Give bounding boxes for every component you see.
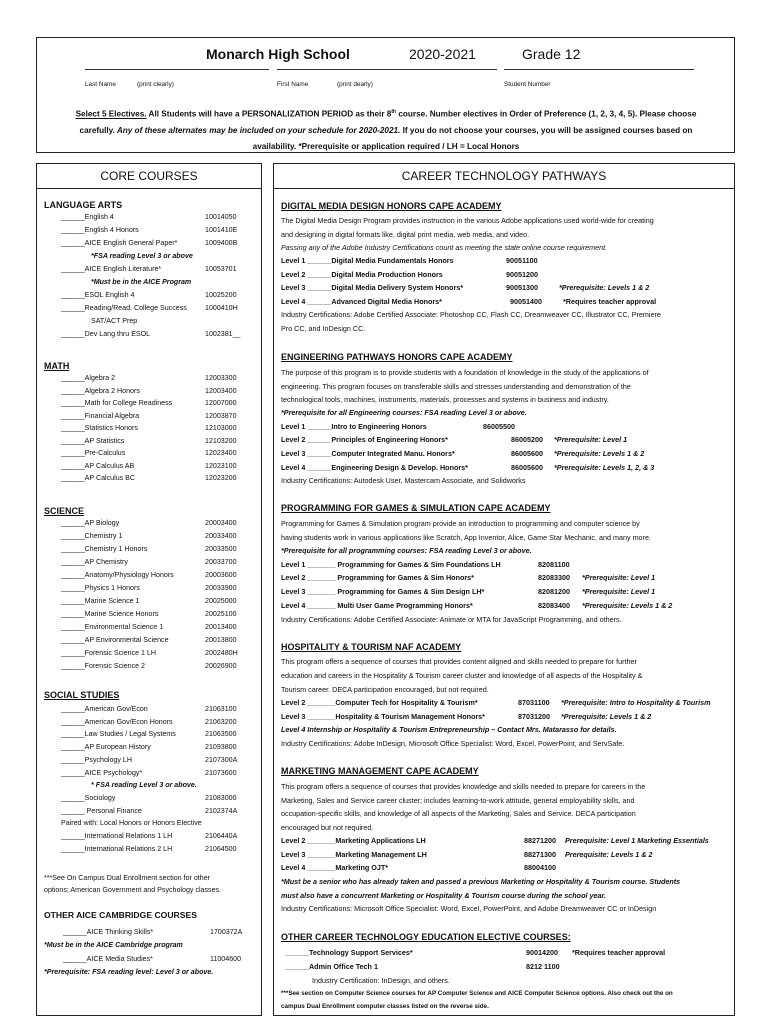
course-item[interactable]: ______Forensic Science 1 LH (61, 649, 157, 657)
print-dearly-label: (print dearly) (337, 81, 373, 88)
course-code: 2102374A (205, 806, 238, 815)
aice-prereq: *Prerequisite: FSA reading level: Level 3 or above. (44, 968, 214, 976)
dm-code-2: 90051200 (506, 270, 538, 279)
course-code: 20003400 (205, 519, 237, 527)
ht-prereq-3: *Prerequisite: Levels 1 & 2 (561, 712, 652, 721)
career-tech-title: CAREER TECHNOLOGY PATHWAYS (274, 164, 734, 189)
eng-level-2[interactable]: Level 2 ______Principles of Engineering Honors* (281, 435, 448, 444)
eng-prereq-3: *Prerequisite: Levels 1 & 2 (554, 449, 645, 458)
pg-code-4: 82083400 (538, 601, 570, 610)
course-item[interactable]: ______Environmental Science 1 (61, 623, 164, 631)
course-item[interactable]: ______Marine Science 1 (61, 597, 140, 605)
pg-level-1[interactable]: Level 1 _______ Programming for Games & Sim Foundations LH (281, 560, 501, 569)
aice-thinking-code: 1700372A (210, 928, 243, 936)
course-item[interactable]: ______AP European History (61, 743, 151, 752)
course-code: 12007000 (205, 399, 237, 407)
dm-code-1: 90051100 (506, 256, 538, 265)
pg-level-4[interactable]: Level 4 _______ Multi User Game Programming Honors* (281, 601, 473, 610)
eng-code-3: 86005600 (511, 449, 543, 458)
language-arts-heading: LANGUAGE ARTS (44, 200, 123, 210)
course-item[interactable]: ______Dev Lang thru ESOL (61, 330, 151, 338)
mm-level-3[interactable]: Level 3 _______Marketing Management LH (281, 850, 427, 859)
tech-support-code: 90014200 (526, 948, 558, 957)
ht-desc-1: This program offers a sequence of courses that provides content aligned and skills needed to prepare for further (281, 657, 637, 666)
eng-desc-4: *Prerequisite for all Engineering courses: FSA reading Level 3 or above. (281, 408, 527, 417)
pg-prereq-2: *Prerequisite: Level 1 (582, 573, 656, 582)
course-item[interactable]: ______AP Calculus AB (61, 461, 135, 470)
course-code: 21064500 (205, 844, 237, 853)
course-code: 20033500 (205, 545, 237, 553)
mm-level-4[interactable]: Level 4 _______Marketing OJT* (281, 863, 389, 872)
course-item[interactable]: ______AP Calculus BC (61, 474, 136, 482)
course-code: 20033400 (205, 532, 237, 540)
school-name: Monarch High School (206, 46, 350, 62)
course-note: *Must be in the AICE Program (91, 278, 192, 286)
pg-code-1: 82081100 (538, 560, 570, 569)
course-code: 20013800 (205, 636, 237, 644)
cs-note-2: campus Dual Enrollment computer classes listed on the reverse side. (281, 1003, 489, 1010)
eng-prereq-4: *Prerequisite: Levels 1, 2, & 3 (554, 463, 655, 472)
aice-note: *Must be in the AICE Cambridge program (44, 941, 183, 949)
core-courses-box (36, 163, 262, 1016)
ht-prereq-2: *Prerequisite: Intro to Hospitality & Tourism (561, 698, 711, 707)
course-code: 12023400 (205, 449, 237, 457)
pg-desc-2: having students work in various applications like Scratch, App Inventor, Alice, Game Star Mechanic, and many more. (281, 533, 651, 542)
first-name-label: First Name (277, 81, 309, 88)
student-number-line[interactable] (504, 69, 694, 70)
programming-heading: PROGRAMMING FOR GAMES & SIMULATION CAPE ACADEMY (281, 503, 551, 513)
course-item[interactable]: ______AP Environmental Science (61, 636, 169, 644)
course-item[interactable]: ______Math for College Readiness (61, 399, 173, 407)
course-code: 10014050 (205, 213, 237, 221)
dm-level-3[interactable]: Level 3 ______Digital Media Delivery System Honors* (281, 283, 464, 292)
dm-desc-3: Passing any of the Adobe Industry Certifications count as meeting the state online course requirement. (281, 243, 608, 252)
aice-media-studies[interactable]: ______AICE Media Studies* (63, 955, 153, 963)
mm-desc-4: encouraged but not required. (281, 823, 374, 832)
course-note: * FSA reading Level 3 or above. (91, 781, 197, 790)
aice-thinking-skills[interactable]: ______AICE Thinking Skills* (63, 928, 154, 936)
course-code: 21073600 (205, 768, 237, 777)
course-item[interactable]: ______Algebra 2 (61, 374, 116, 382)
cs-note-1: ***See section on Computer Science courses for AP Computer Science and AICE Computer Science options. Also check out the on (281, 990, 673, 997)
pg-prereq-4: *Prerequisite: Levels 1 & 2 (582, 601, 673, 610)
dm-desc-2: and designing in digital formats like, digital print media, web media, and video. (281, 230, 530, 239)
print-clearly-label: (print clearly) (137, 81, 174, 88)
ht-desc-2: education and careers in the Hospitality & Tourism career cluster and knowledge of all aspects of the Hospitality & (281, 671, 643, 680)
eng-level-1[interactable]: Level 1 ______Intro to Engineering Honors (281, 422, 427, 431)
course-note: *FSA reading Level 3 or above (91, 252, 193, 260)
course-code: 10025200 (205, 291, 237, 299)
course-item[interactable]: ______AICE English Literature* (61, 265, 162, 273)
dual-note-1: ***See On Campus Dual Enrollment section for other (44, 874, 210, 882)
course-item[interactable]: ______Chemistry 1 (61, 532, 123, 540)
course-code: 12003870 (205, 411, 237, 420)
career-tech-box (273, 163, 735, 1016)
tech-support-note: *Requires teacher approval (572, 948, 666, 957)
course-item[interactable]: ______AICE Psychology* (61, 768, 143, 777)
pg-prereq-3: *Prerequisite: Level 1 (582, 587, 656, 596)
mm-code-4: 88004100 (524, 863, 556, 872)
course-code: 20003600 (205, 571, 237, 579)
course-code: 1000410H (205, 304, 238, 312)
course-item[interactable]: ______Psychology LH (61, 755, 132, 764)
course-item[interactable]: ______American Gov/Econ Honors (61, 717, 173, 726)
course-item[interactable]: ______International Relations 2 LH (61, 844, 173, 853)
mm-note-2: must also have a concurrent Marketing or Hospitality & Tourism course during the school year. (281, 891, 606, 900)
dm-prereq-4: *Requires teacher approval (563, 297, 657, 306)
admin-office-tech[interactable]: ______Admin Office Tech 1 (285, 962, 378, 971)
dm-code-3: 90051300 (506, 283, 538, 292)
course-item[interactable]: ______American Gov/Econ (61, 705, 148, 713)
grade: Grade 12 (522, 46, 581, 62)
course-item[interactable]: ______Reading/Read. College Success (61, 304, 187, 312)
ht-desc-3: Tourism career. DECA participation encouraged, but not required. (281, 685, 489, 694)
course-code: 1009400B (205, 239, 238, 247)
course-code: 12003300 (205, 374, 237, 382)
course-item[interactable]: ______Algebra 2 Honors (61, 386, 140, 395)
mm-level-2[interactable]: Level 2 _______Marketing Applications LH (281, 836, 426, 845)
course-item[interactable]: ______English 4 (61, 213, 114, 221)
eng-code-4: 86005600 (511, 463, 543, 472)
eng-code-2: 86005200 (511, 435, 543, 444)
course-item[interactable]: ______Forensic Science 2 (61, 662, 145, 670)
social-studies-heading: SOCIAL STUDIES (44, 690, 120, 700)
eng-level-4[interactable]: Level 4 ______Engineering Design & Develop. Honors* (281, 463, 468, 472)
other-electives-heading: OTHER CAREER TECHNOLOGY EDUCATION ELECTIVE COURSES: (281, 932, 571, 942)
dm-level-2[interactable]: Level 2 ______Digital Media Production Honors (281, 270, 443, 279)
course-item[interactable]: ______Chemistry 1 Honors (61, 545, 148, 553)
course-item[interactable]: ______Statistics Honors (61, 424, 138, 432)
school-year: 2020-2021 (409, 46, 476, 62)
course-code: 21063200 (205, 717, 237, 726)
pg-code-2: 82083300 (538, 573, 570, 582)
course-code: 12023200 (205, 474, 237, 482)
pg-cert: Industry Certifications: Adobe Certified Associate: Animate or MTA for JavaScript Programming, and others. (281, 615, 622, 624)
pg-desc-1: Programming for Games & Simulation program provide an introduction to programming and computer science by (281, 519, 640, 528)
course-item[interactable]: ______Anatomy/Physiology Honors (61, 571, 174, 579)
science-heading: SCIENCE (44, 506, 85, 516)
mm-desc-3: occupation-specific skills, and knowledge of all aspects of the Marketing, Sales and Service. DECA participation (281, 809, 636, 818)
course-note: Paired with: Local Honors or Honors Elective (61, 819, 202, 828)
pg-desc-3: *Prerequisite for all programming courses: FSA reading Level 3 or above. (281, 546, 532, 555)
admin-office-code: 8212 1100 (526, 962, 560, 971)
ht-code-3: 87031200 (518, 712, 550, 721)
course-code: 12103000 (205, 424, 237, 432)
course-item[interactable]: ______AP Chemistry (61, 558, 128, 566)
course-code: 12023100 (205, 461, 237, 470)
last-name-line[interactable] (85, 69, 269, 70)
course-code: 20033700 (205, 558, 237, 566)
course-code: 2106440A (205, 832, 238, 840)
pg-level-3[interactable]: Level 3 _______ Programming for Games & Sim Design LH* (281, 587, 485, 596)
mm-prereq-3: Prerequisite: Levels 1 & 2 (565, 850, 653, 859)
course-item[interactable]: ______ESOL English 4 (61, 291, 135, 299)
pg-level-2[interactable]: Level 2 _______ Programming for Games & Sim Honors* (281, 573, 474, 582)
course-code: 21083000 (205, 793, 237, 802)
eng-desc-2: engineering. This program focuses on transferable skills and stresses understanding and demonstration of the (281, 382, 631, 391)
course-item[interactable]: ______Sociology (61, 793, 116, 802)
dual-note-2: options; American Government and Psychology classes. (44, 886, 222, 894)
ht-code-2: 87031100 (518, 698, 550, 707)
course-code: 20013400 (205, 623, 237, 631)
course-item[interactable]: ______International Relations 1 LH (61, 832, 173, 840)
course-item[interactable]: ______AICE English General Paper* (61, 239, 178, 247)
course-note: SAT/ACT Prep (91, 317, 138, 325)
last-name-label: Last Name (85, 81, 116, 88)
dm-cert-1: Industry Certifications: Adobe Certified Associate: Photoshop CC, Flash CC, Dreamweaver CC, Illustrator CC, Premiere (281, 310, 661, 319)
math-heading: MATH (44, 361, 70, 371)
course-item[interactable]: ______ Personal Finance (61, 806, 142, 815)
dm-level-1[interactable]: Level 1 ______Digital Media Fundamentals Honors (281, 256, 454, 265)
aice-media-code: 11004600 (210, 955, 242, 963)
eng-desc-3: technological tools, machines, instruments, materials, processes and systems in business and industry. (281, 395, 609, 404)
core-courses-title: CORE COURSES (37, 164, 261, 189)
mm-note-1: *Must be a senior who has already taken and passed a previous Marketing or Hospitality & Tourism course. Students (281, 877, 681, 886)
course-item[interactable]: ______AP Statistics (61, 436, 125, 445)
course-code: 1001410E (205, 226, 238, 234)
mm-code-2: 88271200 (524, 836, 556, 845)
eng-desc-1: The purpose of this program is to provide students with a foundation of knowledge in the study of the applications of (281, 368, 649, 377)
course-code: 21063500 (205, 730, 237, 739)
mm-desc-2: Marketing, Sales and Service career cluster; includes learning-to-work attitude, general employability skills, and (281, 796, 635, 805)
mm-desc-1: This program offers a sequence of courses that provides knowledge and skills needed to prepare for careers in the (281, 782, 646, 791)
eng-level-3[interactable]: Level 3 ______Computer Integrated Manu. Honors* (281, 449, 455, 458)
pg-code-3: 82081200 (538, 587, 570, 596)
course-code: 10053701 (205, 265, 237, 273)
course-item[interactable]: ______Pre-Calculus (61, 449, 126, 457)
hospitality-heading: HOSPITALITY & TOURISM NAF ACADEMY (281, 642, 462, 652)
course-code: 20025100 (205, 610, 237, 618)
ht-cert: Industry Certifications: Adobe InDesign, Microsoft Office Specialist: Word, Excel, PowerPoint, and ServSafe. (281, 739, 625, 748)
course-code: 12103200 (205, 436, 237, 445)
course-code: 21063100 (205, 705, 237, 713)
dm-desc-1: The Digital Media Design Program provides instruction in the various Adobe applications used world-wide for creating (281, 216, 654, 225)
course-code: 1002381__ (205, 330, 241, 338)
first-name-line[interactable] (277, 69, 497, 70)
mm-cert: Industry Certifications: Microsoft Office Specialist: Word, Excel, PowerPoint, and Adobe Dreamweaver CC or InDesign (281, 904, 657, 913)
student-number-label: Student Number (504, 81, 551, 88)
course-code: 12003400 (205, 386, 237, 395)
course-code: 2107300A (205, 755, 238, 764)
tech-support-services[interactable]: ______Technology Support Services* (285, 948, 413, 957)
eng-code-1: 86005500 (483, 422, 515, 431)
mm-code-3: 88271300 (524, 850, 556, 859)
engineering-heading: ENGINEERING PATHWAYS HONORS CAPE ACADEMY (281, 352, 513, 362)
course-item[interactable]: ______English 4 Honors (61, 226, 139, 234)
course-item[interactable]: ______Physics 1 Honors (61, 584, 140, 592)
header-box (36, 37, 735, 153)
dm-prereq-3: *Prerequisite: Levels 1 & 2 (559, 283, 650, 292)
dm-code-4: 90051400 (510, 297, 542, 306)
digital-media-heading: DIGITAL MEDIA DESIGN HONORS CAPE ACADEMY (281, 201, 502, 211)
mm-prereq-2: Prerequisite: Level 1 Marketing Essentials (565, 836, 709, 845)
oe-cert: Industry Certification: InDesign, and others. (312, 976, 450, 985)
course-code: 20033900 (205, 584, 237, 592)
ht-level-3[interactable]: Level 3 _______Hospitality & Tourism Management Honors* (281, 712, 485, 721)
dm-cert-2: Pro CC, and InDesign CC. (281, 324, 366, 333)
eng-cert: Industry Certifications: Autodesk User, Mastercam Associate, and Solidworks (281, 476, 526, 485)
dm-level-4[interactable]: Level 4 ______Advanced Digital Media Honors* (281, 297, 442, 306)
ht-level-2[interactable]: Level 2 _______Computer Tech for Hospitality & Tourism* (281, 698, 478, 707)
aice-heading: OTHER AICE CAMBRIDGE COURSES (44, 910, 197, 920)
course-code: 21093800 (205, 743, 237, 752)
ht-level-4: Level 4 Internship or Hospitality & Tourism Entrepreneurship – Contact Mrs. Matarasso for details. (281, 725, 617, 734)
course-item[interactable]: ______Law Studies / Legal Systems (61, 730, 176, 739)
course-code: 2002480H (205, 649, 238, 657)
course-item[interactable]: ______Marine Science Honors (61, 610, 159, 618)
course-code: 20026900 (205, 662, 237, 670)
marketing-heading: MARKETING MANAGEMENT CAPE ACADEMY (281, 766, 479, 776)
course-code: 20025000 (205, 597, 237, 605)
eng-prereq-2: *Prerequisite: Level 1 (554, 435, 628, 444)
course-item[interactable]: ______Financial Algebra (61, 411, 140, 420)
course-item[interactable]: ______AP Biology (61, 519, 120, 527)
instructions: Select 5 Electives. All Students will have a PERSONALIZATION PERIOD as their 8th course. Number electives in Order of Preference (1, 2, 3, 4, 5). Please choose carefully. Any of these alternates may be included on your schedule for 2020-2021. If you do not choose your courses, you will be assigned courses based on availability. *Prerequisite or application required / LH = Local Honors (75, 109, 697, 151)
